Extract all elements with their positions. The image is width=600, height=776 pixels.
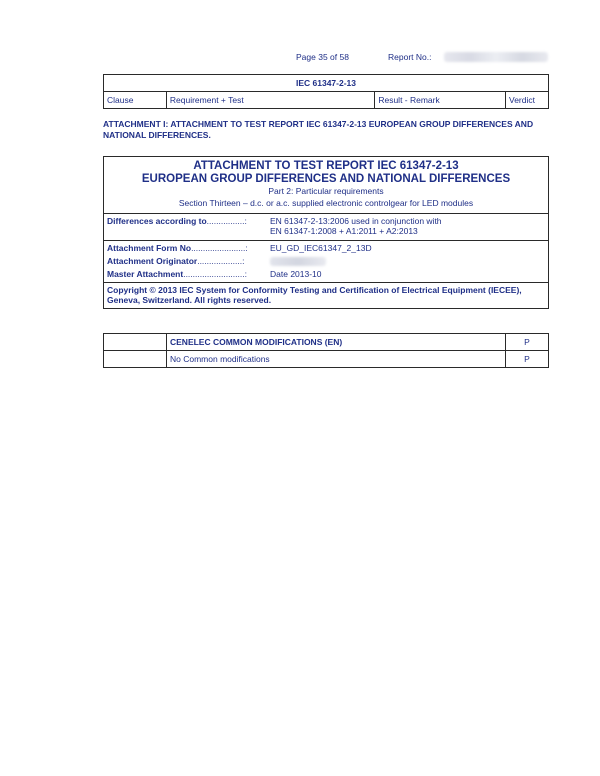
page-number: Page 35 of 58 — [296, 52, 349, 62]
info-value — [270, 256, 326, 266]
clause-cell — [104, 351, 167, 368]
clause-cell — [104, 334, 167, 351]
info-label: Attachment Originator — [107, 256, 198, 266]
info-value-line1: EN 61347-2-13:2006 used in conjunction with — [270, 216, 442, 226]
table-row — [104, 351, 549, 368]
verdict-cell: P — [506, 334, 549, 351]
attachment-title-line2: EUROPEAN GROUP DIFFERENCES AND NATIONAL DIFFERENCES — [141, 173, 511, 185]
leader-dots: ...................: — [197, 256, 245, 266]
info-label: Attachment Form No — [107, 243, 192, 253]
attachment-info — [104, 214, 548, 283]
info-row-master — [107, 269, 545, 282]
redacted-originator — [270, 257, 326, 266]
info-label: Master Attachment — [107, 269, 184, 279]
report-number-label: Report No.: — [388, 52, 432, 62]
attachment-part: Part 2: Particular requirements — [268, 186, 384, 196]
copyright-notice: Copyright © 2013 IEC System for Conformity Testing and Certification of Electrical Equipment (IECEE), Geneva, Switzerland. All rights reserved. — [107, 285, 522, 305]
report-header-table — [103, 74, 549, 109]
info-value — [270, 216, 442, 236]
info-row-originator — [107, 256, 545, 269]
attachment-heading: ATTACHMENT I: ATTACHMENT TO TEST REPORT IEC 61347-2-13 EUROPEAN GROUP DIFFERENCES AND NATIONAL DIFFERENCES. — [103, 119, 534, 140]
attachment-box-header — [104, 157, 548, 214]
column-result: Result - Remark — [375, 92, 506, 109]
leader-dots: ................: — [206, 216, 247, 226]
attachment-section: Section Thirteen – d.c. or a.c. supplied electronic controlgear for LED modules — [178, 198, 474, 208]
info-value-line2: EN 61347-1:2008 + A1:2011 + A2:2013 — [270, 226, 418, 236]
attachment-box — [103, 156, 549, 309]
info-row-differences — [104, 216, 548, 241]
modifications-table — [103, 333, 549, 368]
modification-heading: CENELEC COMMON MODIFICATIONS (EN) — [167, 334, 506, 351]
column-clause: Clause — [104, 92, 167, 109]
modification-text: No Common modifications — [167, 351, 506, 368]
page-header — [296, 52, 556, 66]
column-verdict: Verdict — [506, 92, 549, 109]
table-row — [104, 334, 549, 351]
verdict-cell: P — [506, 351, 549, 368]
info-value: EU_GD_IEC61347_2_13D — [270, 243, 372, 253]
column-header-row — [104, 92, 549, 109]
info-value: Date 2013-10 — [270, 269, 322, 279]
attachment-title-line1: ATTACHMENT TO TEST REPORT IEC 61347-2-13 — [193, 160, 459, 172]
leader-dots: ..........................: — [183, 269, 247, 279]
info-row-form-no — [107, 243, 545, 256]
column-requirement: Requirement + Test — [166, 92, 374, 109]
info-label: Differences according to — [107, 216, 207, 226]
standard-title: IEC 61347-2-13 — [104, 75, 549, 92]
redacted-report-number — [444, 52, 548, 62]
leader-dots: .......................: — [191, 243, 248, 253]
